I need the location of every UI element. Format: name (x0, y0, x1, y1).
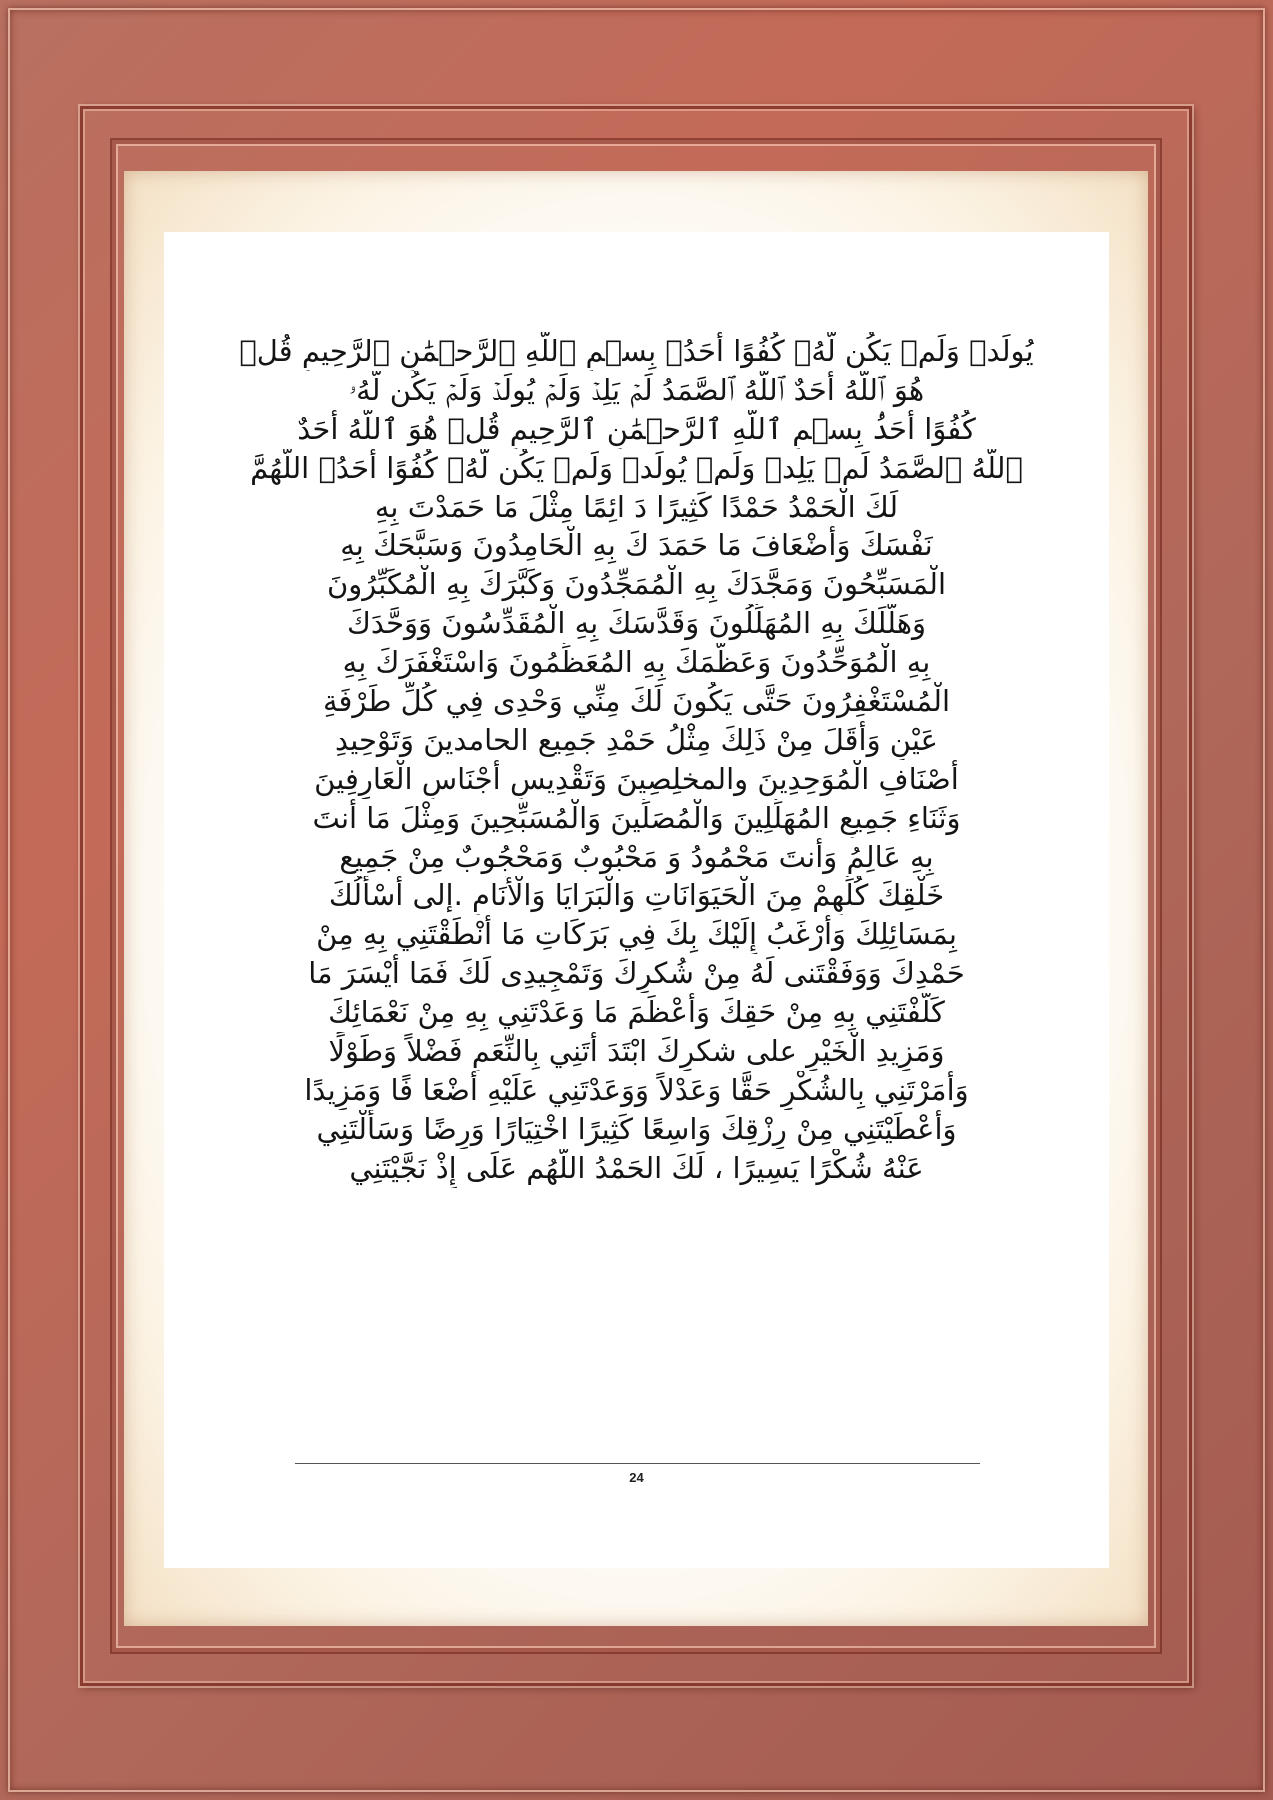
text-line: عَيْنٍ وَأَقَلَ مِنْ ذَلِكَ مِثْلُ حَمْدِ جَمِيع الحامدينَ وَتَوْحِيدِ (335, 722, 938, 757)
text-line: يُولَدۡ وَلَمۡ يَكُن لَّهُۥ كُفُوًا أَحَدُۢ بِسۡمِ ٱللَّهِ ٱلرَّحۡمَٰنِ ٱلرَّحِيمِ قُلۡ (239, 334, 1034, 368)
document-page (164, 232, 1109, 1568)
text-line: كَلَّفْتَنِي بِهِ مِنْ حَقِكَ وَأَعْظَمَ مَا وَعَدْتَنِي بِهِ مِنْ نَعْمَائِكَ (328, 995, 945, 1030)
text-line: وَأَعْطَيْتَنِي مِنْ رِزْقِكَ وَاسِعًا كَثِيرًا اخْتِيَارًا وَرِضًا وَسَأَلْتَنِي (316, 1111, 957, 1146)
text-line: نَفْسَكَ وَأَضْعَافَ مَا حَمَدَ كَ بِهِ الْحَامِدُونَ وَسَبَّحَكَ بِهِ (340, 528, 933, 563)
text-line: وَمَزِيدِ الْخَيْرِ على شكرِكَ ابْتَدَ أْتَنِي بِالنِّعَمِ فَضْلاً وَطَوْلًا (328, 1034, 945, 1069)
footer-rule (295, 1463, 980, 1464)
text-line: لَكَ الْحَمْدُ حَمْدًا كَثِيرًا دَ ائِمًا مِثْلَ مَا حَمَدْتَ بِهِ (374, 489, 899, 524)
text-line: وَأَمَرْتَنِي بِالشُكْرِ حَقًّا وَعَدْلاً وَوَعَدْتَنِي عَلَيْهِ أَضْعَا فًا وَمَزِيدًا (304, 1072, 969, 1107)
text-line: بِهِ عَالِمُ وَأَنتَ مَحْمُودُ وَ مَحْبُوبٌ وَمَحْجُوبٌ مِنْ جَمِيعِ (339, 839, 934, 874)
text-line: ٱللَّهُ ٱلصَّمَدُ لَمۡ يَلِدۡ وَلَمۡ يُولَدۡ وَلَمۡ يَكُن لَّهُۥ كُفُوًا أَحَدُۢ اللَّهُمَّ (250, 450, 1023, 485)
text-line: حَمْدِكَ وَوَفَقْتَنى لَهُ مِنْ شُكرِكَ وَتَمْجِيدِى لَكَ فَمَا أَيْسَرَ مَا (308, 956, 965, 991)
text-line: الْمُسْتَغْفِرُونَ حَتَّى يَكُونَ لَكَ مِنِّي وَحْدِى فِي كُلِّ طَرْفَةِ (322, 684, 951, 719)
text-line: الْمَسَبِّحُونَ وَمَجَّدَكَ بِهِ الْمُمَجِّدُونَ وَكَبَّرَكَ بِهِ الْمُكَبِّرُونَ (326, 567, 947, 602)
arabic-text-block (204, 332, 1069, 1188)
text-line: أَصْنَافِ الْمُوَحِدِينَ والمخلِصِينَ وَتَقْدِيسِ أَجْنَاسِ الْعَارِفِينَ (314, 761, 959, 796)
text-line: هُوَ ٱللَّهُ أَحَدٌ ٱللَّهُ ٱلصَّمَدُ لَمۡ يَلِدۡ وَلَمۡ يُولَدۡ وَلَمۡ يَكُن لَّهُۥ (348, 372, 925, 407)
text-line: خَلْقِكَ كُلِّهِمْ مِنَ الْحَيَوَانَاتِ وَالْبَرَايَا وَالْأَنَامِ .إلى أسْأَلُكَ (328, 878, 945, 913)
text-line: كُفُوًا أَحَدُۢ بِسۡمِ ٱللَّهِ ٱلرَّحۡمَٰنِ ٱلرَّحِيمِ قُلۡ هُوَ ٱللَّهُ أَحَدٌ (297, 411, 976, 446)
text-line: بِهِ الْمُوَحِّدُونَ وَعَظَّمَكَ بِهِ المُعَظِّمُونَ وَاسْتَغْفَرَكَ بِهِ (342, 645, 931, 680)
text-line: وَثَنَاءِ جَمِيعِ المُهَلِّلِينَ وَالْمُصَلِّينَ وَالْمُسَبِّحِينَ وَمِثْلَ مَا أَنتَ (312, 800, 961, 835)
text-line: وَهَلَّلَكَ بِهِ المُهَلِّلُونَ وَقَدَّسَكَ بِهِ الْمُقَدِّسُونَ وَوَحَّدَكَ (346, 606, 926, 641)
text-line: عَنْهُ شُكْرًا يَسِيرًا ، لَكَ الحَمْدُ اللَّهُم عَلَى إِذْ نَجَّيْتَنِي (349, 1150, 924, 1185)
text-line: بِمَسَائِلِكَ وَأَرْغَبُ إِلَيْكَ بِكَ فِي بَرَكَاتِ مَا أَنْطَقْتَنِي بِهِ مِنْ (316, 917, 957, 952)
page-number: 24 (629, 1470, 644, 1485)
